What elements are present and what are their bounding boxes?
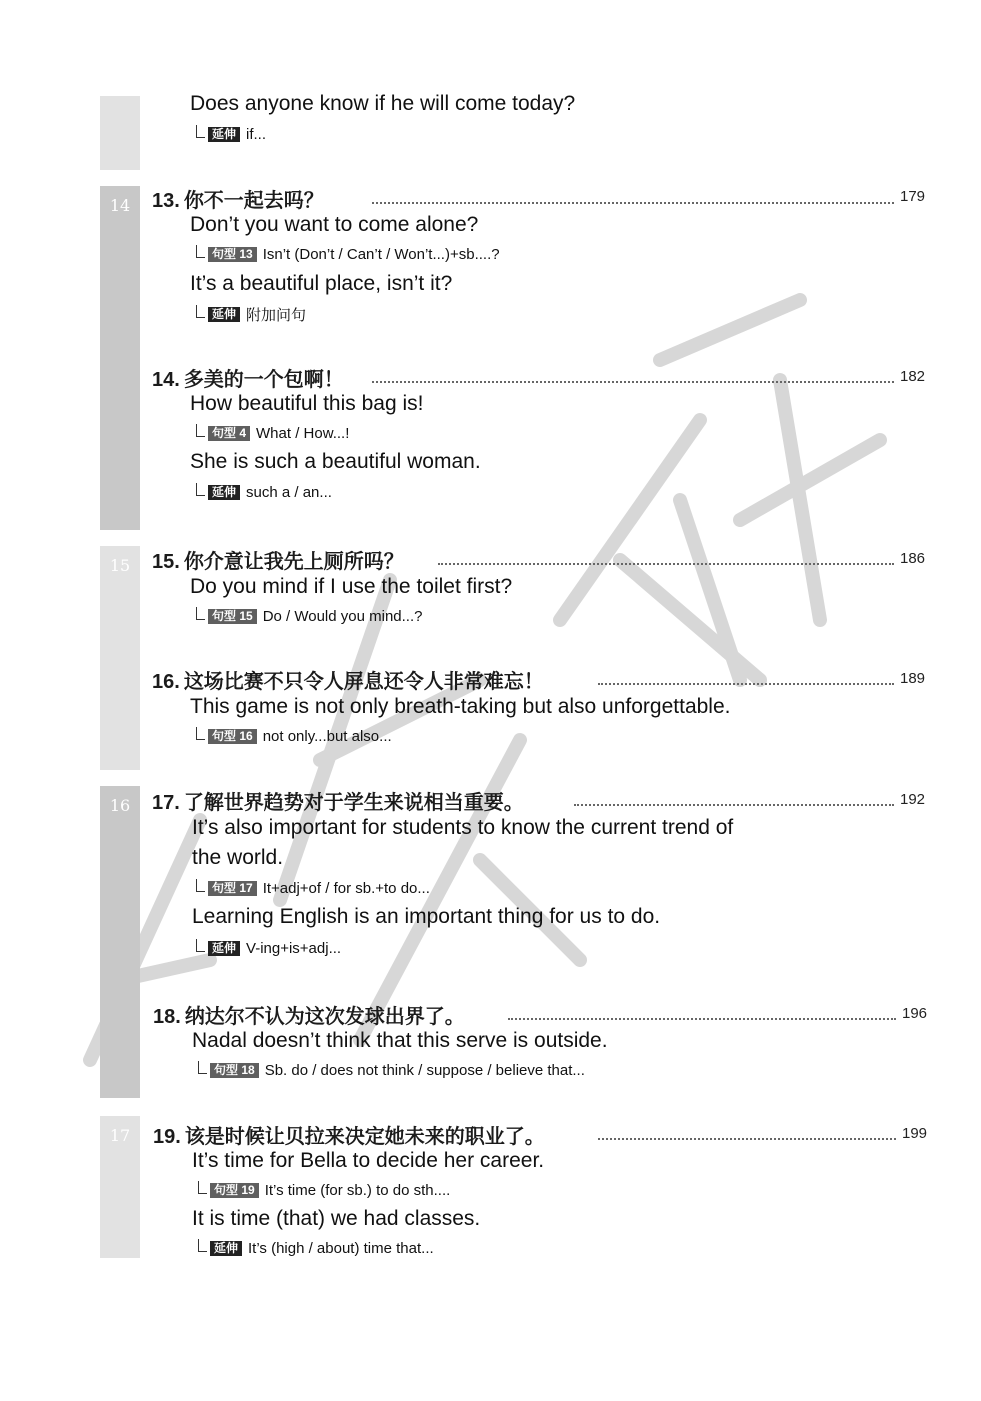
tag-text: It’s time (for sb.) to do sth.... [264,1182,451,1199]
tag-text: Isn’t (Don’t / Can’t / Won’t...)+sb....? [262,246,500,263]
hook-icon [196,245,205,258]
hook-icon [196,483,205,496]
hook-icon [196,939,205,952]
hook-icon [196,727,205,740]
pattern-tag [196,126,266,143]
pattern-tag [198,1062,585,1079]
tag-badge: 句型 17 [208,881,257,896]
toc-heading[interactable]: 15. 你介意让我先上厕所吗？ [152,551,404,573]
dot-leader [438,563,894,565]
example-sentence: It’s time for Bella to decide her career. [192,1149,545,1172]
tag-text: not only...but also... [262,728,392,745]
tag-badge: 句型 18 [210,1063,259,1078]
dot-leader [372,202,894,204]
tag-badge: 句型 16 [208,729,257,744]
tag-badge: 句型 13 [208,247,257,262]
pattern-tag [196,728,392,745]
example-sentence: It’s also important for students to know the current trend of [192,816,734,839]
hook-icon [198,1061,207,1074]
toc-heading[interactable]: 14. 多美的一个包啊！ [152,369,344,391]
tag-badge: 延伸 [208,307,240,322]
tag-badge: 句型 19 [210,1183,259,1198]
pattern-tag [196,425,349,442]
tag-text: Sb. do / does not think / suppose / believe that... [264,1062,585,1079]
example-sentence: Does anyone know if he will come today? [190,92,576,115]
hook-icon [198,1181,207,1194]
example-sentence: It is time (that) we had classes. [192,1207,481,1230]
pattern-tag [196,940,341,957]
pattern-tag [196,484,332,501]
toc-heading[interactable]: 16. 这场比赛不只令人屏息还令人非常难忘！ [152,671,544,693]
dot-leader [574,804,894,806]
toc-heading[interactable]: 17. 了解世界趋势对于学生来说相当重要。 [152,792,524,814]
tag-badge: 句型 4 [208,426,250,441]
page-number[interactable]: 196 [902,1005,928,1022]
tag-badge: 句型 15 [208,609,257,624]
toc-heading[interactable]: 19. 该是时候让贝拉来决定她未来的职业了。 [153,1126,545,1148]
chapter-tab [100,786,140,1098]
example-sentence: Nadal doesn’t think that this serve is outside. [192,1029,608,1052]
example-sentence: Learning English is an important thing for us to do. [192,905,661,928]
tag-text: 附加问句 [246,307,307,324]
example-sentence: Do you mind if I use the toilet first? [190,575,513,598]
tag-badge: 延伸 [208,127,240,142]
tag-text: It’s (high / about) time that... [248,1240,434,1257]
page-number[interactable]: 182 [900,368,926,385]
chapter-tab [100,1116,140,1258]
hook-icon [196,879,205,892]
page-number[interactable]: 179 [900,188,926,205]
tag-text: if... [246,126,267,143]
chapter-number: 15 [109,556,131,575]
pattern-tag [196,304,306,325]
tag-text: Do / Would you mind...? [262,608,423,625]
example-sentence: Don’t you want to come alone? [190,213,479,236]
tag-text: V-ing+is+adj... [246,940,342,957]
page-number[interactable]: 192 [900,791,926,808]
tag-text: It+adj+of / for sb.+to do... [262,880,430,897]
hook-icon [198,1239,207,1252]
example-sentence: She is such a beautiful woman. [190,450,481,473]
example-sentence: It’s a beautiful place, isn’t it? [190,272,453,295]
pattern-tag [198,1240,434,1257]
chapter-number: 17 [109,1126,131,1145]
tag-badge: 延伸 [210,1241,242,1256]
toc-heading[interactable]: 18. 纳达尔不认为这次发球出界了。 [153,1006,465,1028]
example-sentence: How beautiful this bag is! [190,392,424,415]
chapter-number: 14 [109,196,131,215]
dot-leader [598,683,894,685]
page-number[interactable]: 189 [900,670,926,687]
tag-badge: 延伸 [208,485,240,500]
hook-icon [196,305,205,318]
example-sentence: the world. [192,846,284,869]
page-number[interactable]: 186 [900,550,926,567]
hook-icon [196,424,205,437]
dot-leader [372,381,894,383]
chapter-tab [100,546,140,770]
hook-icon [196,607,205,620]
dot-leader [598,1138,896,1140]
tag-badge: 延伸 [208,941,240,956]
dot-leader [508,1018,896,1020]
tag-text: such a / an... [246,484,332,501]
hook-icon [196,125,205,138]
chapter-number: 16 [109,796,131,815]
page-number[interactable]: 199 [902,1125,928,1142]
tag-text: What / How...! [256,425,350,442]
toc-heading[interactable]: 13. 你不一起去吗？ [152,190,324,212]
pattern-tag [196,880,430,897]
example-sentence: This game is not only breath-taking but also unforgettable. [190,695,731,718]
pattern-tag [196,608,423,625]
pattern-tag [198,1182,450,1199]
chapter-tab [100,96,140,170]
chapter-tab [100,186,140,530]
pattern-tag [196,246,500,263]
